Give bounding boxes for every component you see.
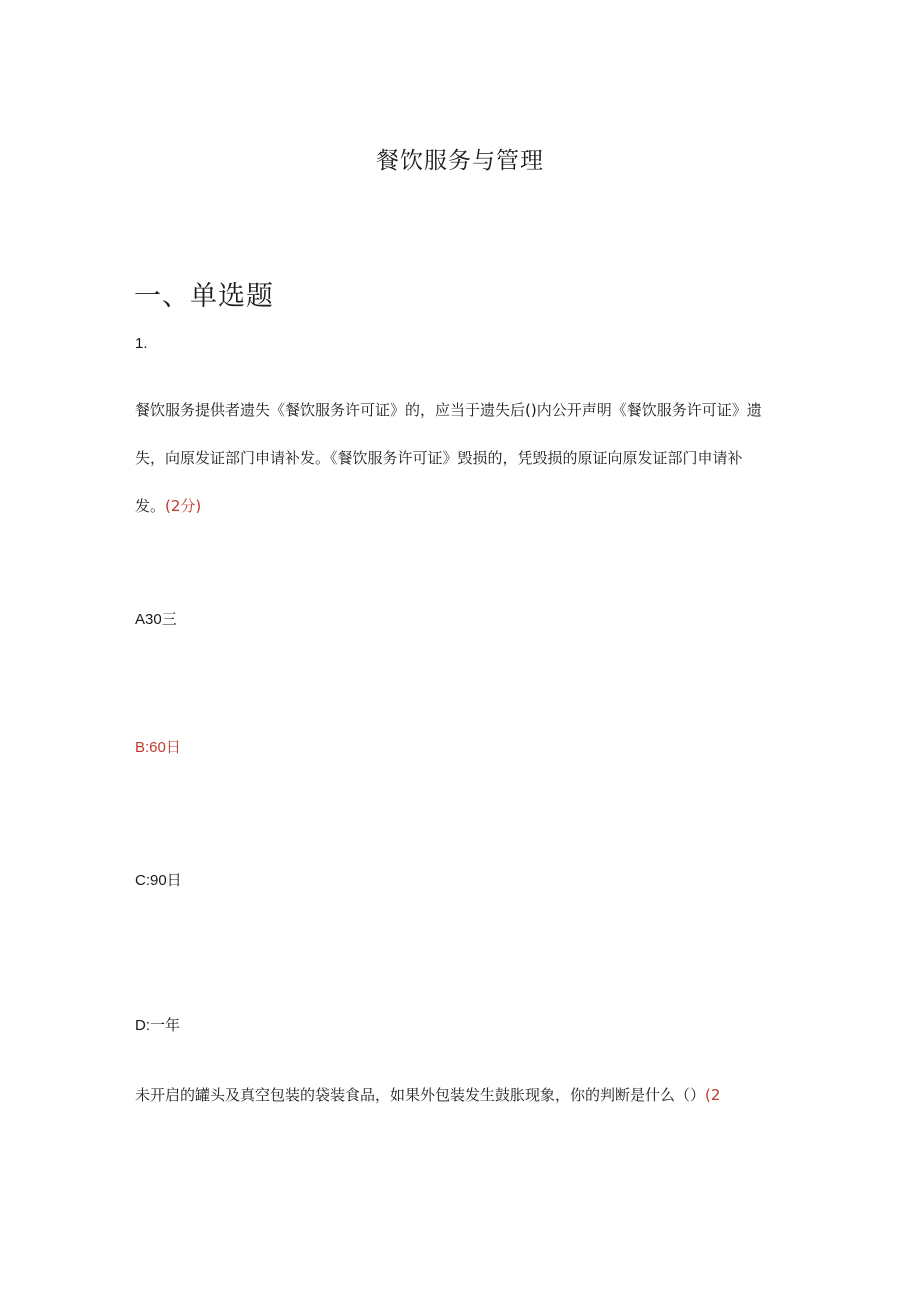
question-text-line-end: 发。 — [135, 497, 166, 515]
question-text-line: 餐饮服务提供者遗失《餐饮服务许可证》的，应当于遗失后()内公开声明《餐饮服务许可证》遗 — [135, 401, 762, 419]
question-text-line: 失，向原发证部门申请补发。《餐饮服务许可证》毁损的，凭毁损的原证向原发证部门申请补 — [135, 449, 743, 467]
document-title: 餐饮服务与管理 — [376, 148, 544, 174]
option-d: D:一年 — [135, 1017, 181, 1034]
question-2-text — [135, 1084, 720, 1105]
question-text — [135, 386, 785, 530]
section-heading: 一、单选题 — [134, 281, 274, 312]
question-2-body: 未开启的罐头及真空包装的袋装食品，如果外包装发生鼓胀现象，你的判断是什么（） — [135, 1086, 706, 1104]
question-number: 1. — [135, 335, 148, 352]
question-score: (2分) — [165, 497, 202, 515]
option-b-correct: B:60日 — [135, 739, 181, 756]
question-2-score: (2 — [705, 1086, 721, 1104]
option-a: A30三 — [135, 611, 177, 628]
question-text-line — [135, 482, 785, 530]
option-c: C:90日 — [135, 872, 182, 889]
